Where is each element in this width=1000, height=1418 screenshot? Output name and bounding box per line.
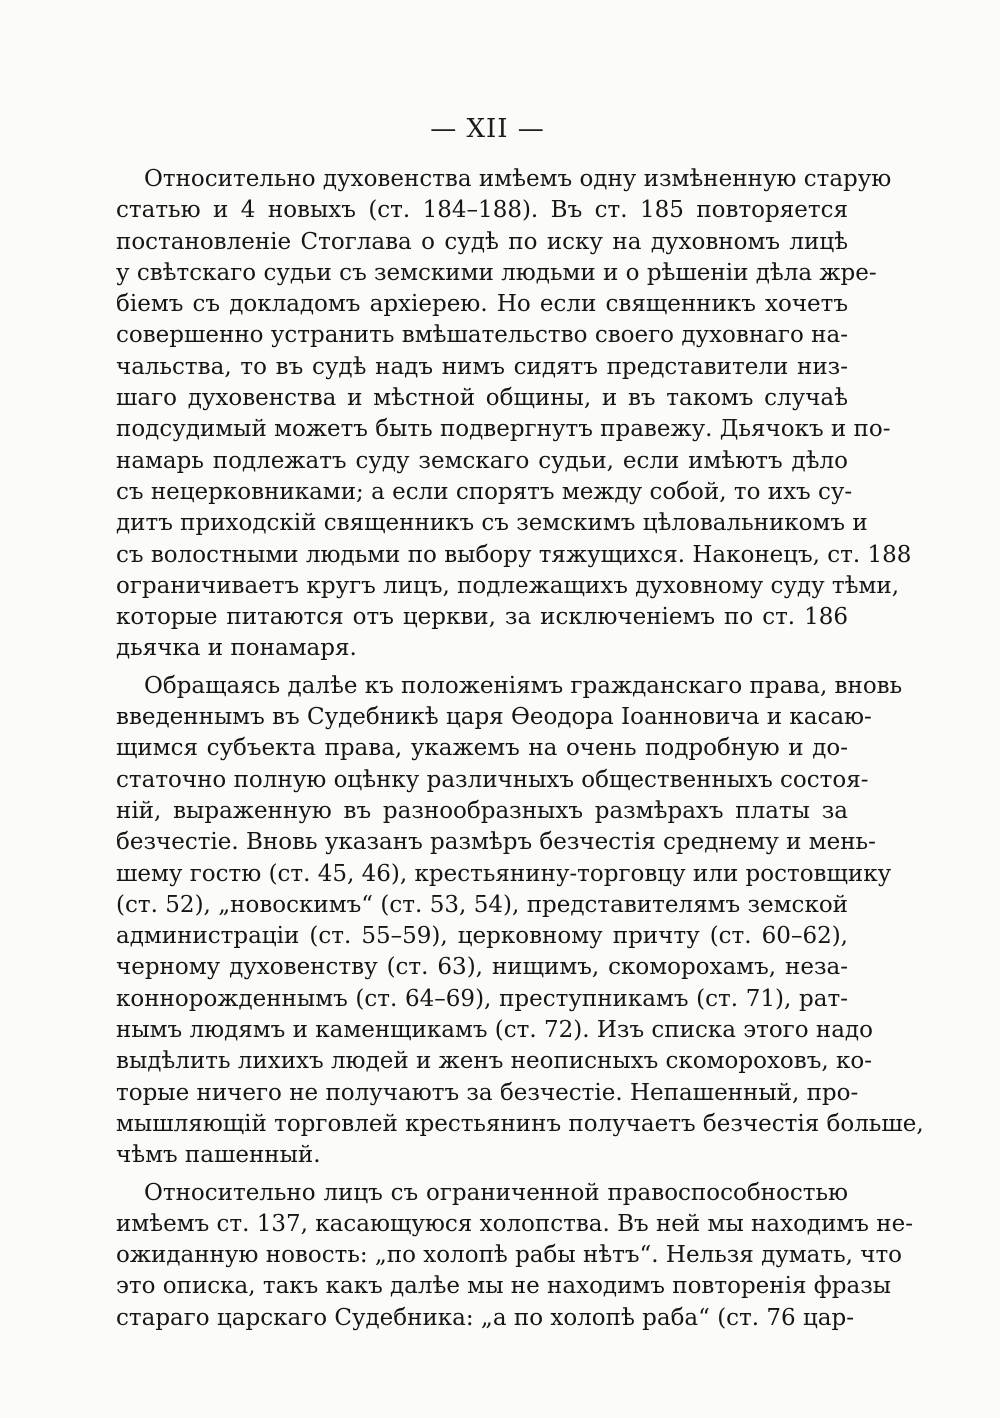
text-line: шаго духовенства и мѣстной общины, и въ такомъ случаѣ xyxy=(116,385,848,412)
paragraph xyxy=(116,671,924,1172)
text-line: чальства, то въ судѣ надъ нимъ сидятъ представители низ- xyxy=(116,353,848,380)
text-line: торые ничего не получаютъ за безчестіе. Непашенный, про- xyxy=(116,1079,859,1106)
text-line: ограничиваетъ кругъ лицъ, подлежащихъ духовному суду тѣми, xyxy=(116,572,900,599)
text-line: Обращаясь далѣе къ положеніямъ гражданскаго права, вновь xyxy=(144,672,903,699)
text-line: біемъ съ докладомъ архіерею. Но если священникъ хочетъ xyxy=(116,291,848,318)
text-line: съ нецерковниками; а если спорятъ между собой, то ихъ су- xyxy=(116,478,853,505)
text-line: Относительно лицъ съ ограниченной правоспособностью xyxy=(144,1179,848,1206)
text-line: которые питаются отъ церкви, за исключеніемъ по ст. 186 xyxy=(116,604,848,631)
text-line: подсудимый можетъ быть подвергнутъ правежу. Дьячокъ и по- xyxy=(116,416,891,443)
text-line: (ст. 52), „новоскимъ“ (ст. 53, 54), представителямъ земской xyxy=(116,891,848,918)
text-line: это описка, такъ какъ далѣе мы не находимъ повторенія фразы xyxy=(116,1273,892,1300)
page-number: — XII — xyxy=(430,114,545,144)
text-line: дитъ приходскій священникъ съ земскимъ цѣловальникомъ и xyxy=(116,510,868,537)
text-line: постановленіе Стоглава о судѣ по иску на духовномъ лицѣ xyxy=(116,228,848,255)
text-line: совершенно устранить вмѣшательство своего духовнаго на- xyxy=(116,322,848,349)
text-line: Относительно духовенства имѣемъ одну измѣненную старую xyxy=(144,166,892,192)
text-line: дьячка и понамаря. xyxy=(116,635,357,662)
text-line: статочно полную оцѣнку различныхъ общественныхъ состоя- xyxy=(116,766,869,793)
text-line: имѣемъ ст. 137, касающуюся холопства. Въ ней мы находимъ не- xyxy=(116,1210,913,1237)
text-line: нымъ людямъ и каменщикамъ (ст. 72). Изъ списка этого надо xyxy=(116,1017,873,1044)
text-line: черному духовенству (ст. 63), нищимъ, скоморохамъ, неза- xyxy=(116,954,848,981)
text-line: ній, выраженную въ разнообразныхъ размѣрахъ платы за xyxy=(116,797,848,824)
text-line: у свѣтскаго судьи съ земскими людьми и о рѣшеніи дѣла жре- xyxy=(116,259,877,286)
text-line: безчестіе. Вновь указанъ размѣръ безчестія среднему и мень- xyxy=(116,829,876,856)
body-text xyxy=(116,164,924,1334)
text-line: шему гостю (ст. 45, 46), крестьянину-торговцу или ростовщику xyxy=(116,860,892,887)
text-line: стараго царскаго Судебника: „а по холопѣ раба“ (ст. 76 цар- xyxy=(116,1304,854,1331)
text-line: администраціи (ст. 55–59), церковному причту (ст. 60–62), xyxy=(116,923,848,950)
text-line: введеннымъ въ Судебникѣ царя Ѳеодора Іоанновича и касаю- xyxy=(116,704,872,731)
text-line: съ волостными людьми по выбору тяжущихся. Наконецъ, ст. 188 xyxy=(116,541,912,568)
paragraph xyxy=(116,1178,913,1334)
text-line: ожиданную новость: „по холопѣ рабы нѣтъ“. Нельзя думать, что xyxy=(116,1242,903,1269)
text-line: чѣмъ пашенный. xyxy=(116,1142,321,1169)
text-line: статью и 4 новыхъ (ст. 184–188). Въ ст. 185 повторяется xyxy=(116,197,848,224)
text-line: мышляющій торговлей крестьянинъ получаетъ безчестія больше, xyxy=(116,1110,924,1137)
text-line: щимся субъекта права, укажемъ на очень подробную и до- xyxy=(116,735,848,762)
text-line: выдѣлить лихихъ людей и женъ неописныхъ скомороховъ, ко- xyxy=(116,1048,872,1075)
text-line: намарь подлежатъ суду земскаго судьи, если имѣютъ дѣло xyxy=(116,447,848,474)
text-line: коннорожденнымъ (ст. 64–69), преступникамъ (ст. 71), рат- xyxy=(116,985,848,1012)
paragraph xyxy=(116,164,912,665)
